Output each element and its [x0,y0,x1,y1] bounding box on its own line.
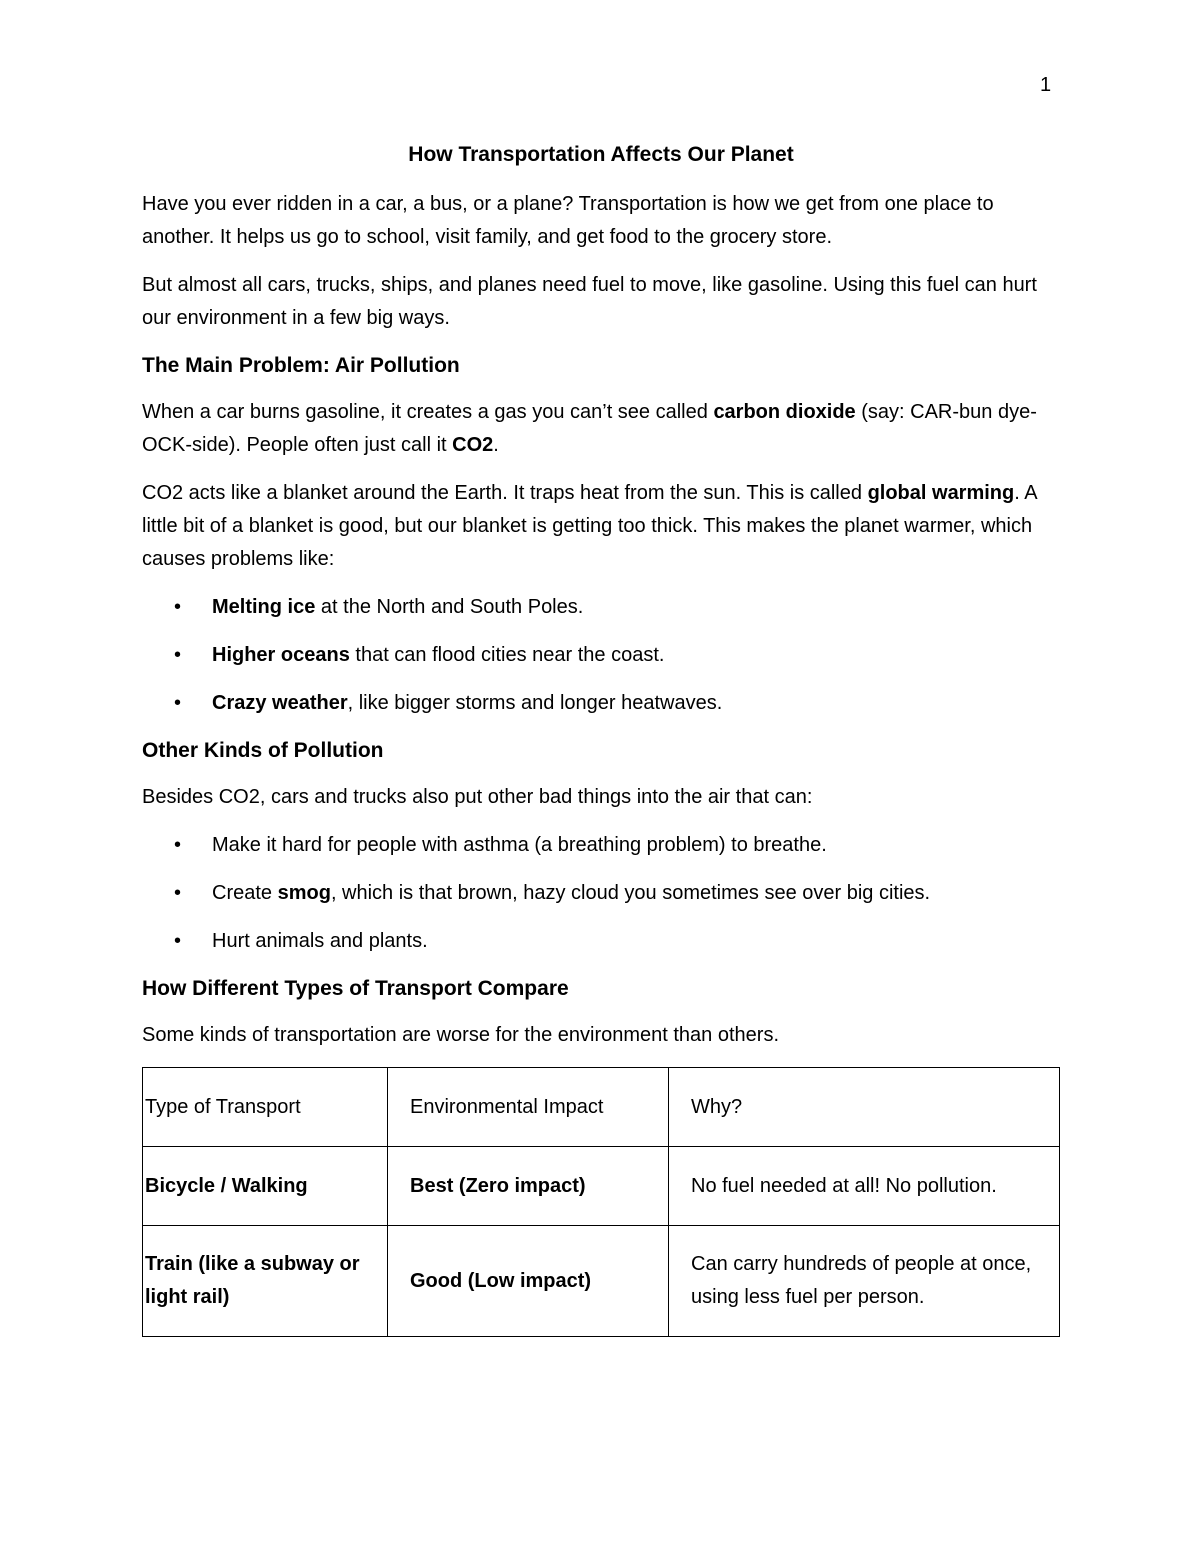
section-heading-transport-compare: How Different Types of Transport Compare [142,977,569,1000]
term-melting-ice: Melting ice [212,596,316,618]
section-heading-other-pollution: Other Kinds of Pollution [142,739,384,762]
other-pollution-list [142,829,1060,958]
list-item [142,591,1060,624]
intro-paragraph-1: Have you ever ridden in a car, a bus, or a plane? Transportation is how we get from one place to another. It helps us go to school, visit family, and get food to the grocery store. [142,193,994,248]
text-run: CO2 acts like a blanket around the Earth. It traps heat from the sun. This is called [142,482,868,504]
bullet-icon: • [174,692,182,714]
term-smog: smog [277,882,331,904]
text-run: . A little bit of a blanket is good, but our blanket is getting too thick. This makes the planet warmer, which causes problems like: [142,482,1037,570]
table-cell: Best (Zero impact) [388,1147,669,1226]
text-run: . [493,434,499,456]
table-header-row [143,1068,1060,1147]
other-pollution-intro: Besides CO2, cars and trucks also put other bad things into the air that can: [142,786,813,808]
term-co2: CO2 [452,434,494,456]
section-heading-air-pollution: The Main Problem: Air Pollution [142,354,460,377]
table-header-cell: Why? [669,1068,1060,1147]
problems-list [142,591,1060,720]
document-title: How Transportation Affects Our Planet [408,143,794,166]
document-body [142,140,1060,1337]
table-header-cell: Environmental Impact [388,1068,669,1147]
term-higher-oceans: Higher oceans [212,644,350,666]
transport-compare-intro: Some kinds of transportation are worse for the environment than others. [142,1024,780,1046]
table-row [143,1147,1060,1226]
intro-paragraph-2: But almost all cars, trucks, ships, and planes need fuel to move, like gasoline. Using this fuel can hurt our environment in a few big ways. [142,274,1037,329]
text-run: , which is that brown, hazy cloud you sometimes see over big cities. [330,882,931,904]
page-number: 1 [1040,74,1052,96]
text-run: at the North and South Poles. [315,596,584,618]
text-run: Hurt animals and plants. [212,930,428,952]
term-crazy-weather: Crazy weather [212,692,348,714]
bullet-icon: • [174,596,182,618]
table-cell: Can carry hundreds of people at once, using less fuel per person. [669,1226,1060,1337]
carbon-dioxide-paragraph [142,396,1060,462]
text-run: Create [212,882,278,904]
table-cell: No fuel needed at all! No pollution. [669,1147,1060,1226]
list-item [142,925,1060,958]
text-run: Make it hard for people with asthma (a breathing problem) to breathe. [212,834,827,856]
table-cell: Good (Low impact) [388,1226,669,1337]
text-run: (say: CAR-bun dye-OCK-side). People often just call it [142,401,1037,456]
bullet-icon: • [174,834,182,856]
bullet-icon: • [174,644,182,666]
list-item [142,829,1060,862]
text-run: that can flood cities near the coast. [349,644,665,666]
table-cell: Train (like a subway or light rail) [143,1226,388,1337]
table-header-cell: Type of Transport [143,1068,388,1147]
table-row [143,1226,1060,1337]
text-run: , like bigger storms and longer heatwaves. [347,692,723,714]
term-global-warming: global warming [867,482,1015,504]
table-cell: Bicycle / Walking [143,1147,388,1226]
bullet-icon: • [174,882,182,904]
term-carbon-dioxide: carbon dioxide [713,401,856,423]
bullet-icon: • [174,930,182,952]
list-item [142,639,1060,672]
list-item [142,687,1060,720]
transport-comparison-table [142,1067,1060,1337]
global-warming-paragraph [142,477,1060,576]
list-item [142,877,1060,910]
text-run: When a car burns gasoline, it creates a gas you can’t see called [142,401,714,423]
